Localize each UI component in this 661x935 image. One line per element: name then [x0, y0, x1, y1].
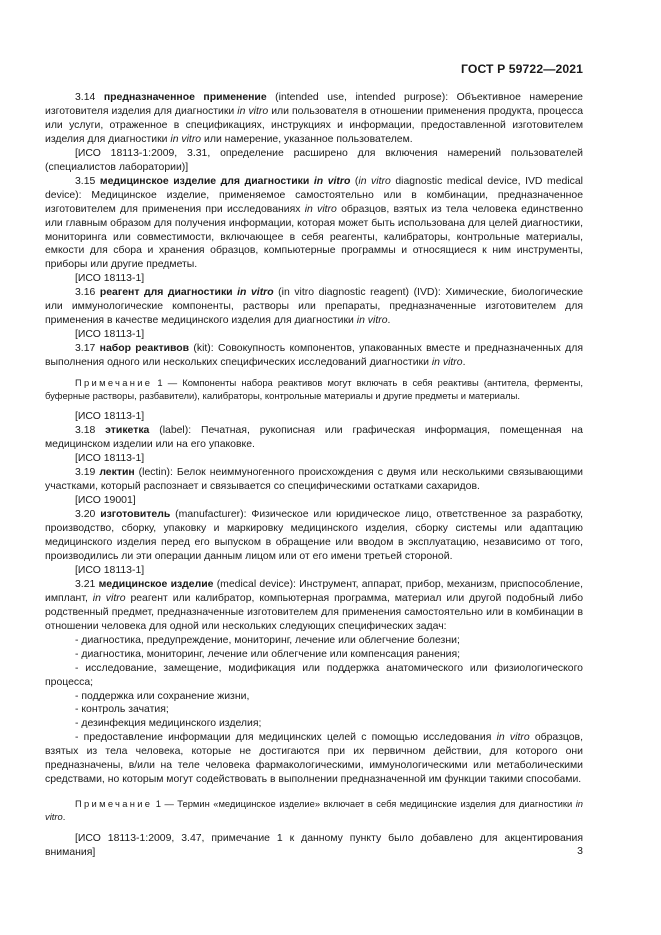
list-item: - контроль зачатия; — [75, 704, 169, 716]
term-3-18: 3.18 этикетка (label): Печатная, рукописная или графическая информация, помещенная на медицинском изделии или на его упаковке. — [45, 425, 583, 451]
term-3-16: 3.16 реагент для диагностики in vitro (in vitro diagnostic reagent) (IVD): Химические, биологические или иммунологические компоненты, растворы или препараты, предназначенные изготовителем для применения в качестве медицинского изделия для диагностики in vitro. — [45, 287, 583, 327]
source-3-17: [ИСО 18113-1] — [75, 411, 145, 423]
term-3-20: 3.20 изготовитель (manufacturer): Физическое или юридическое лицо, ответственное за разработку, производство, сборку, упаковку и маркировку медицинского изделия, сборку системы или адаптацию медицинского изделия перед его выпуском в обращение или вводом в эксплуатацию, независимо от того, производились ли эти операции данным лицом или от его имени третьей стороной. — [45, 509, 583, 562]
list-item: - предоставление информации для медицинских целей с помощью исследования in vitro образцов, взятых из тела человека, которые не достигаются при их первичном действии, для которого они предназначены, в/или на теле человека фармакологическими, иммунологическими или метаболическими средствами, но которым могут содействовать в выполнении предназначенной им функции такими способами. — [45, 732, 584, 786]
source-3-19: [ИСО 19001] — [75, 495, 136, 507]
source-3-21: [ИСО 18113-1:2009, 3.47, примечание 1 к данному пункту было добавлено для акцентирования внимания] — [45, 832, 583, 858]
list-item: - диагностика, мониторинг, лечение или облегчение или компенсация ранения; — [75, 648, 461, 660]
list-item: - поддержка или сохранение жизни, — [75, 690, 250, 702]
document-body — [45, 91, 583, 860]
term-3-17: 3.17 набор реактивов (kit): Совокупность компонентов, упакованных вместе и предназначенных для выполнения одного или нескольких специфических исследований диагностики in vitro. — [45, 343, 583, 369]
source-3-16: [ИСО 18113-1] — [75, 329, 145, 341]
note-3-21: Примечание 1 — Термин «медицинское изделие» включает в себя медицинские изделия для диагностики in vitro. — [45, 798, 583, 823]
page-number: 3 — [577, 845, 583, 857]
note-3-17: Примечание 1 — Компоненты набора реактивов могут включать в себя реактивы (антитела, ферменты, буферные растворы, разбавители), калибраторы, контрольные материалы и другие предметы и материалы. — [45, 377, 583, 402]
document-id: ГОСТ Р 59722—2021 — [461, 62, 583, 76]
term-3-14: 3.14 предназначенное применение (intended use, intended purpose): Объективное намерение изготовителя изделия для диагностики in vitro или пользователя в отношении применения продукта, процесса или услуги, отраженное в спецификациях, инструкциях и информации, предоставленной изготовителем изделия для диагностики in vitro или намерение, указанное пользователем. — [45, 92, 583, 145]
source-3-18: [ИСО 18113-1] — [75, 453, 145, 465]
term-3-19: 3.19 лектин (lectin): Белок неиммуногенного происхождения с двумя или несколькими связывающими участками, который распознает и связывается со специфическими остатками сахаридов. — [45, 467, 584, 493]
term-3-21: 3.21 медицинское изделие (medical device): Инструмент, аппарат, прибор, механизм, приспособление, имплант, in vitro реагент или калибратор, компьютерная программа, материал или другой подобный либо родственный предмет, предназначенные изготовителем для применения самостоятельно или в комбинации в отношении человека для одной или нескольких следующих специфических задач: — [45, 578, 583, 632]
list-item: - диагностика, предупреждение, мониторинг, лечение или облегчение болезни; — [75, 634, 460, 646]
source-3-14: [ИСО 18113-1:2009, 3.31, определение расширено для включения намерений пользователей (специалистов лаборатории)] — [45, 147, 583, 173]
list-item: - дезинфекция медицинского изделия; — [75, 718, 262, 730]
term-3-15: 3.15 медицинское изделие для диагностики in vitro (in vitro diagnostic medical device, IVD medical device): Медицинское изделие, применяемое самостоятельно или в комбинации, предназначенное изготовителем для применения при исследованиях in vitro образцов, взятых из тела человека единственно или главным образом для получения информации, которая может быть использована для целей диагностики, мониторинга или совместимости, включающее в себя реагенты, калибраторы, контрольные материалы, емкости для сбора и хранения образцов, компьютерные программы и относящиеся к ним инструменты, приборы или другие предметы. — [45, 175, 583, 271]
source-3-20: [ИСО 18113-1] — [75, 564, 145, 576]
source-3-15: [ИСО 18113-1] — [75, 273, 145, 285]
list-item: - исследование, замещение, модификация или поддержка анатомического или физиологического процесса; — [45, 662, 583, 688]
